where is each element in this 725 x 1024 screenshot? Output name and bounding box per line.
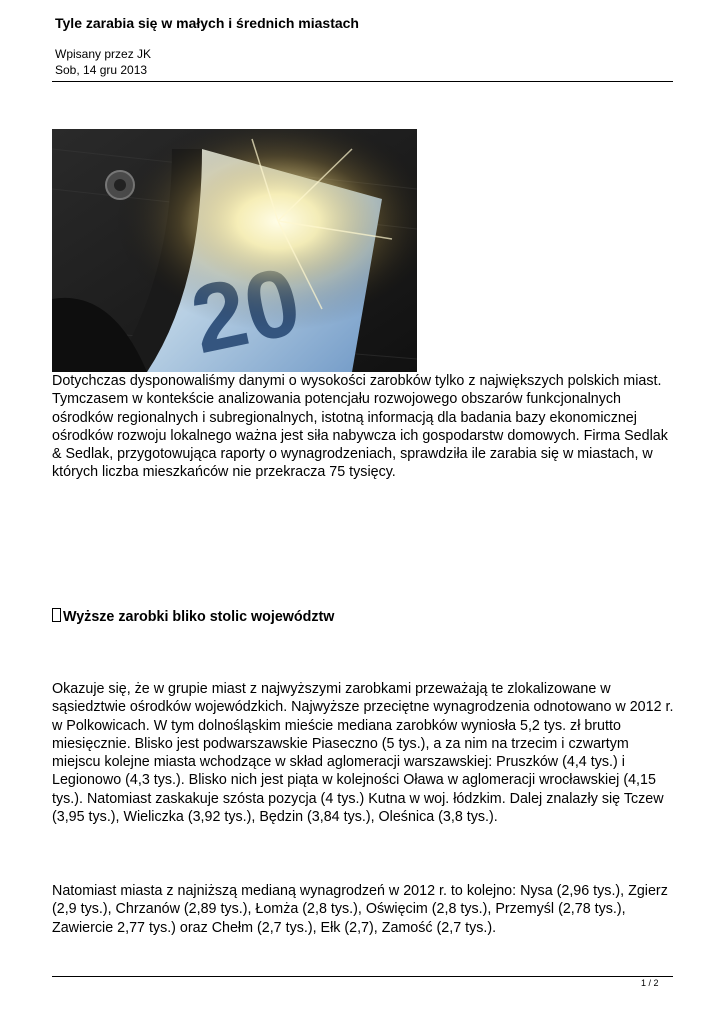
article-title: Tyle zarabia się w małych i średnich miastach <box>55 15 359 31</box>
missing-glyph-icon <box>52 608 61 622</box>
header-divider <box>52 81 673 82</box>
banknote-in-pocket-photo <box>52 129 417 372</box>
intro-paragraph: Dotychczas dysponowaliśmy danymi o wysokości zarobków tylko z największych polskich miast. Tymczasem w kontekście analizowania potencjału rozwojowego obszarów funkcjonalnych ośrodków regionalnych i subregionalnych, istotną informacją dla badania bazy ekonomicznej ośrodków rozwoju lokalnego ważna jest siła nabywcza ich gospodarstw domowych. Firma Sedlak & Sedlak, przygotowująca raporty o wynagrodzeniach, sprawdziła ile zarabia się w miastach, w których liczba mieszkańców nie przekracza 75 tysięcy. <box>52 373 668 481</box>
highest-salaries-paragraph: Okazuje się, że w grupie miast z najwyższymi zarobkami przeważają te zlokalizowane w sąsiedztwie ośrodków wojewódzkich. Najwyższe przeciętne wynagrodzenia odnotowano w 2012 r. w Polkowicach. W tym dolnośląskim mieście mediana zarobków wyniosła 5,2 tys. zł brutto miesięcznie. Blisko jest podwarszawskie Piaseczno (5 tys.), a za nim na trzecim i czwartym miejscu kolejne miasta wchodzące w skład aglomeracji warszawskiej: Pruszków (4,4 tys.) i Legionowo (4,3 tys.). Blisko nich jest piąta w kolejności Oława w aglomeracji wrocławskiej (4,15 tys.). Natomiast zaskakuje szósta pozycja (4 tys.) Kutna w woj. łódzkim. Dalej znalazły się Tczew (3,95 tys.), Wieliczka (3,92 tys.), Będzin (3,84 tys.), Oleśnica (3,8 tys.). <box>52 681 674 826</box>
article-date: Sob, 14 gru 2013 <box>55 63 148 77</box>
section-heading-text: Wyższe zarobki bliko stolic województw <box>63 609 335 625</box>
article-photo <box>52 129 417 372</box>
lowest-salaries-paragraph: Natomiast miasta z najniższą medianą wynagrodzeń w 2012 r. to kolejno: Nysa (2,96 tys.), Zgierz (2,9 tys.), Chrzanów (2,89 tys.), Łomża (2,8 tys.), Oświęcim (2,8 tys.), Przemyśl (2,78 tys.), Zawiercie 2,77 tys.) oraz Chełm (2,7 tys.), Ełk (2,7), Zamość (2,7 tys.). <box>52 883 668 936</box>
article-author: Wpisany przez JK <box>55 47 152 61</box>
section-heading <box>52 608 334 625</box>
page-number: 1 / 2 <box>641 978 659 988</box>
footer-divider <box>52 976 673 977</box>
